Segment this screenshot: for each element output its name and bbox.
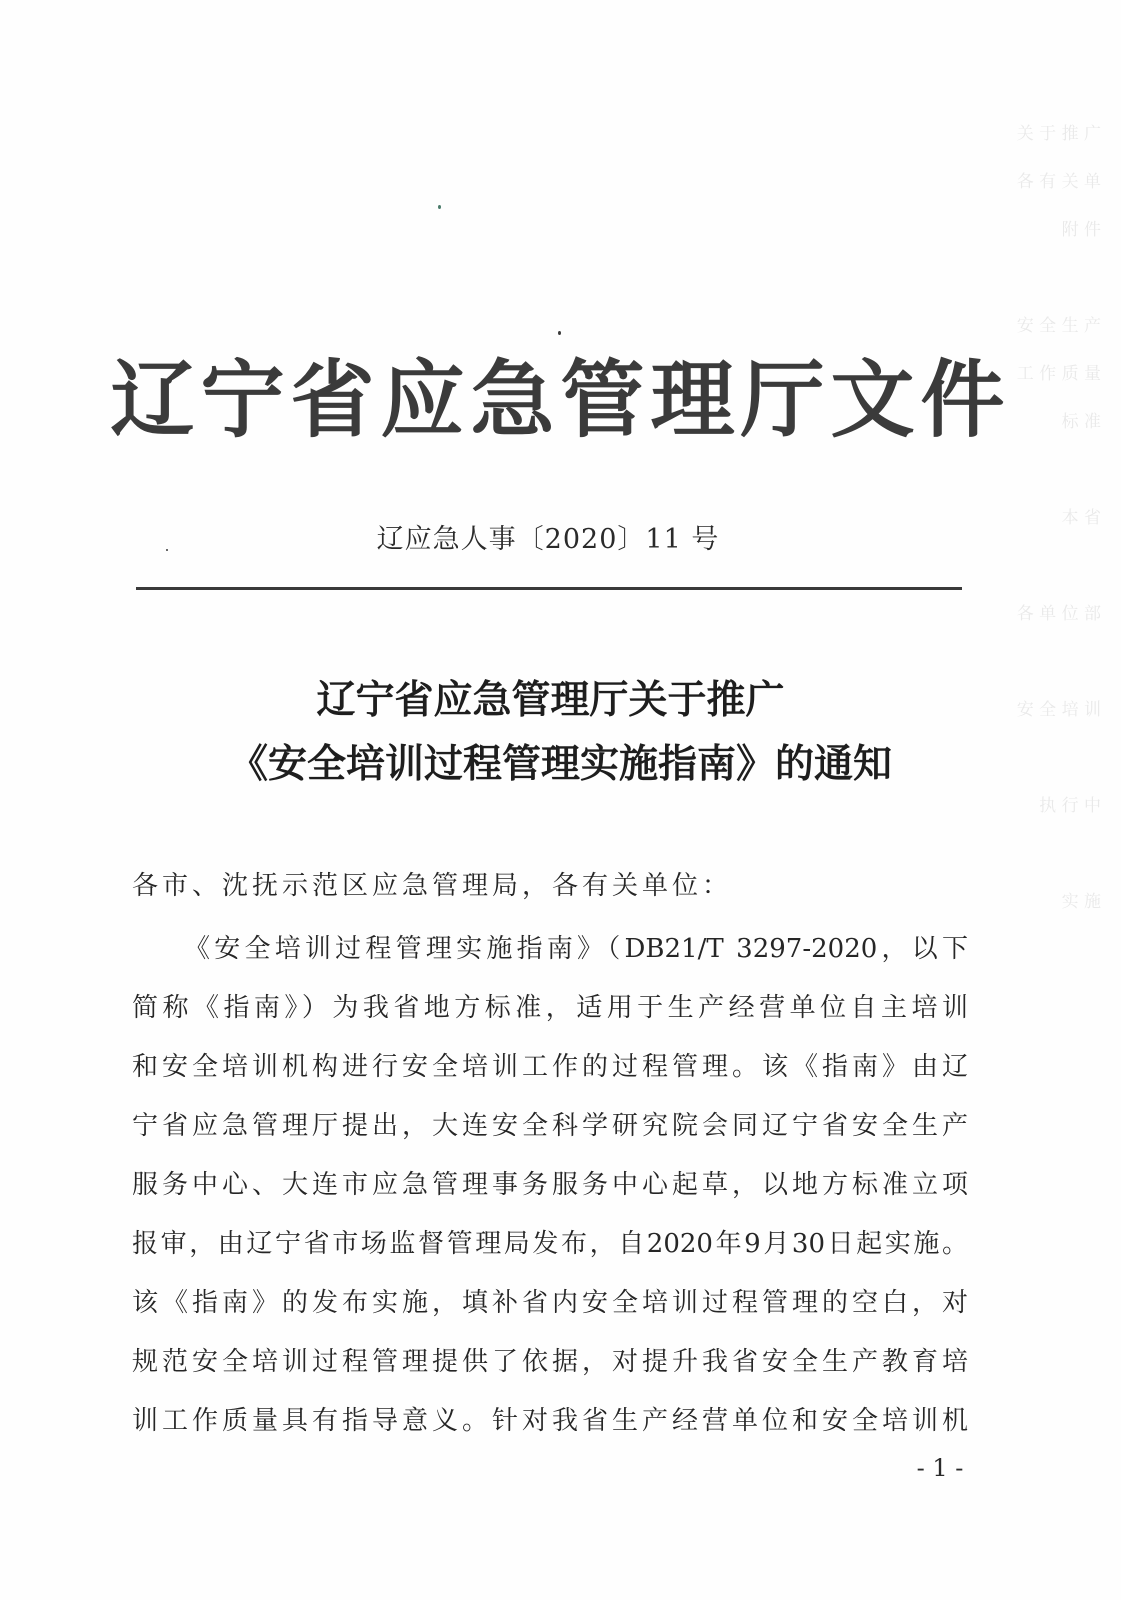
body-line: 报审，由辽宁省市场监督管理局发布，自2020年9月30日起实施。 (132, 1229, 968, 1259)
notice-title-line-2: 《安全培训过程管理实施指南》的通知 (228, 742, 892, 787)
salutation: 各市、沈抚示范区应急管理局，各有关单位： (132, 871, 733, 901)
issuer-title: 辽宁省应急管理厅文件 (110, 350, 1011, 449)
body-line: 服务中心、大连市应急管理事务服务中心起草，以地方标准立项 (132, 1170, 968, 1200)
body-line: 规范安全培训过程管理提供了依据，对提升我省安全生产教育培 (132, 1347, 968, 1377)
body-line: 训工作质量具有指导意义。针对我省生产经营单位和安全培训机 (132, 1406, 968, 1436)
notice-body (132, 920, 968, 1451)
page-number: - 1 - (916, 1454, 964, 1482)
body-line: 宁省应急管理厅提出，大连安全科学研究院会同辽宁省安全生产 (132, 1111, 968, 1141)
body-line: 该《指南》的发布实施，填补省内安全培训过程管理的空白，对 (132, 1288, 968, 1318)
body-line: 简称《指南》）为我省地方标准，适用于生产经营单位自主培训 (132, 993, 968, 1023)
scan-speck (558, 331, 561, 335)
document-number: 辽应急人事〔2020〕11 号 (376, 524, 720, 555)
body-line: 《安全培训过程管理实施指南》（DB21/T 3297-2020，以下 (184, 934, 968, 964)
header-divider-rule (136, 587, 962, 590)
reverse-side-show-through: 关 于 推 广 各 有 关 单 附 件 安 全 生 产 工 作 质 量 标 准 本 省 各 单 位 部 安 全 培 训 执 行 中 实 施 (1016, 124, 1101, 912)
body-line: 和安全培训机构进行安全培训工作的过程管理。该《指南》由辽 (132, 1052, 968, 1082)
scan-speck (438, 205, 441, 209)
notice-title-line-1: 辽宁省应急管理厅关于推广 (316, 678, 785, 723)
